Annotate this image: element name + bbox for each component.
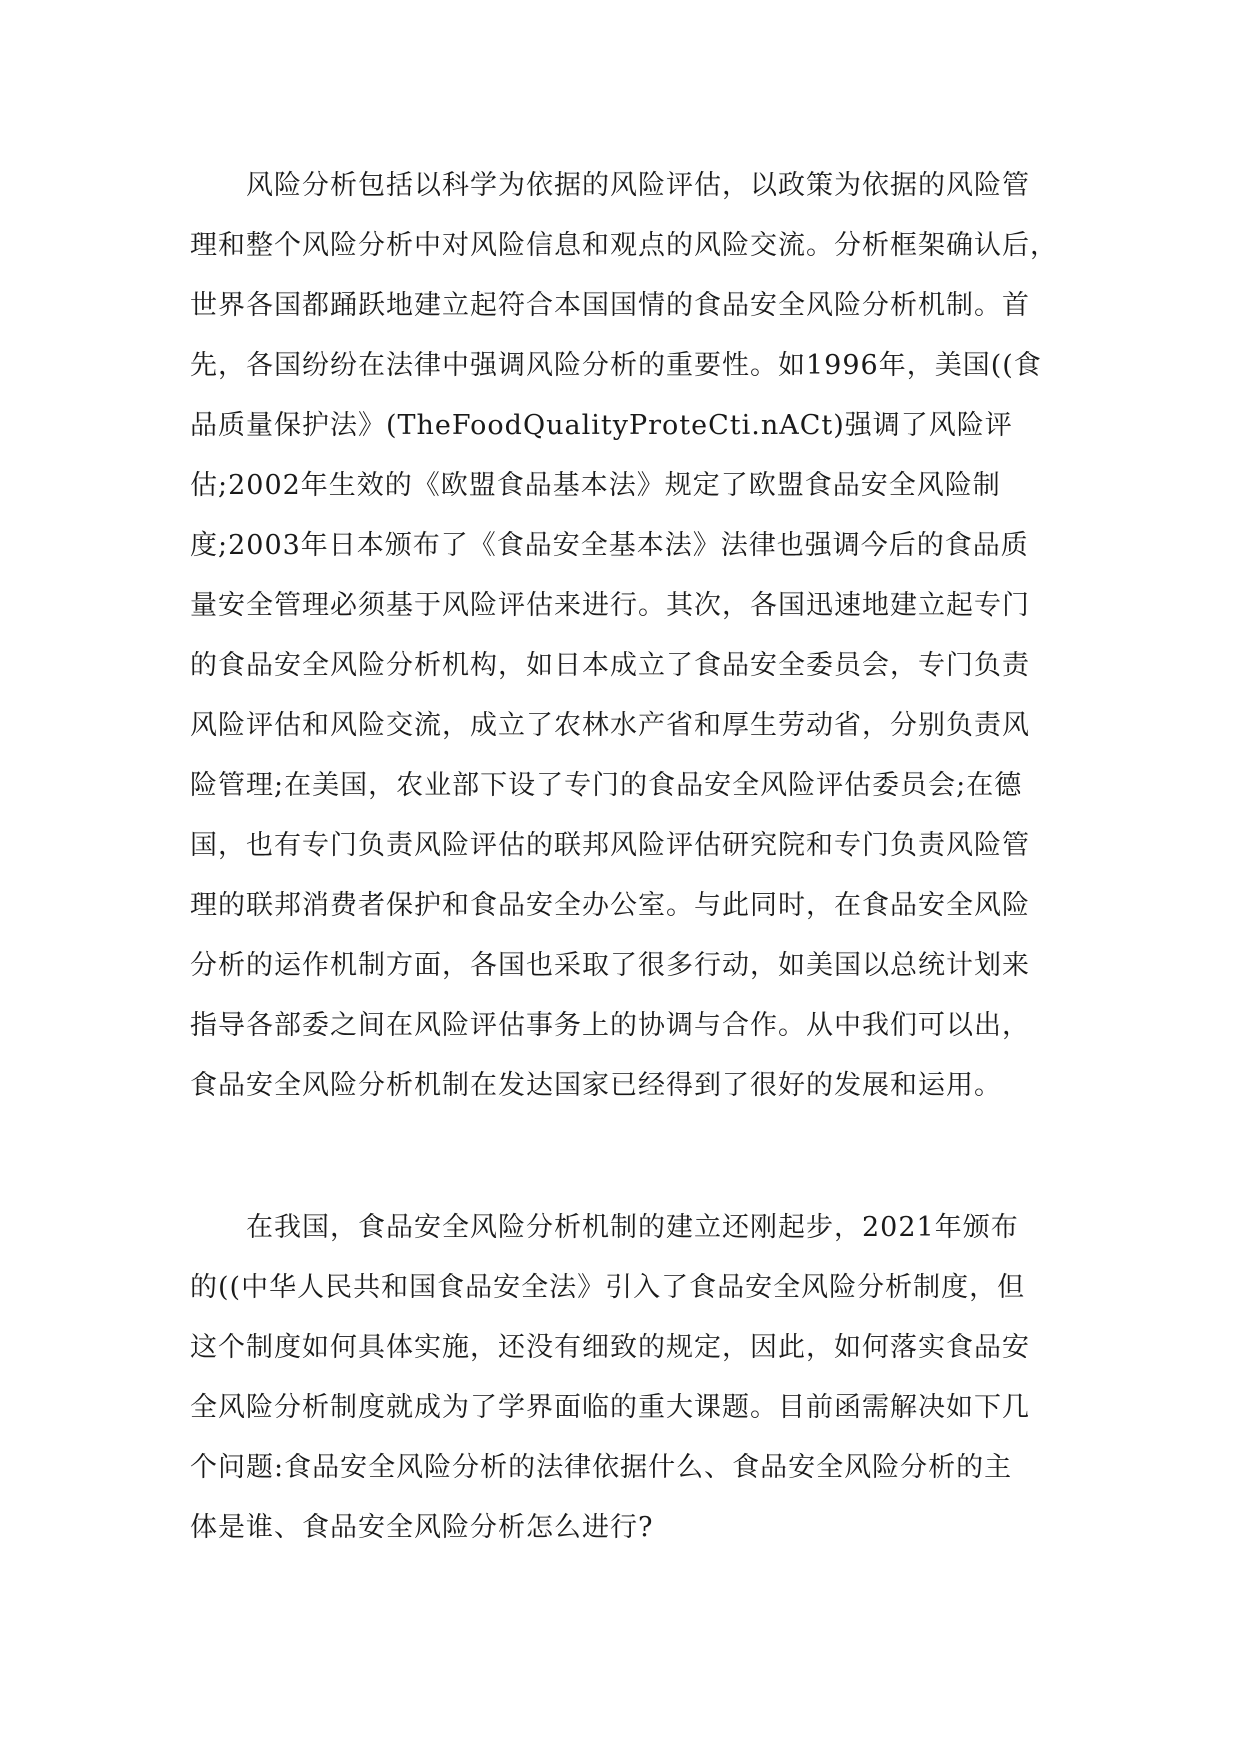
text-line: 理和整个风险分析中对风险信息和观点的风险交流。分析框架确认后， xyxy=(190,230,1058,261)
text-line: 体是谁、食品安全风险分析怎么进行? xyxy=(190,1512,654,1543)
text-line: 指导各部委之间在风险评估事务上的协调与合作。从中我们可以出， xyxy=(190,1010,1030,1041)
text-line: 的食品安全风险分析机构，如日本成立了食品安全委员会，专门负责 xyxy=(190,650,1030,681)
text-line: 在我国，食品安全风险分析机制的建立还刚起步，2021年颁布 xyxy=(246,1212,1019,1243)
text-line: 食品安全风险分析机制在发达国家已经得到了很好的发展和运用。 xyxy=(190,1070,1002,1101)
text-line: 风险分析包括以科学为依据的风险评估，以政策为依据的风险管 xyxy=(246,170,1030,201)
text-line: 理的联邦消费者保护和食品安全办公室。与此同时，在食品安全风险 xyxy=(190,890,1030,921)
text-line: 估;2002年生效的《欧盟食品基本法》规定了欧盟食品安全风险制 xyxy=(190,470,1001,501)
text-line: 世界各国都踊跃地建立起符合本国国情的食品安全风险分析机制。首 xyxy=(190,290,1030,321)
text-line: 险管理;在美国，农业部下设了专门的食品安全风险评估委员会;在德 xyxy=(190,770,1023,801)
paragraph-risk-analysis-overview xyxy=(190,156,1070,1116)
text-line: 全风险分析制度就成为了学界面临的重大课题。目前函需解决如下几 xyxy=(190,1392,1030,1423)
text-line: 风险评估和风险交流，成立了农林水产省和厚生劳动省，分别负责风 xyxy=(190,710,1030,741)
paragraph-china-status xyxy=(190,1198,1070,1558)
text-line: 这个制度如何具体实施，还没有细致的规定，因此，如何落实食品安 xyxy=(190,1332,1030,1363)
text-line: 分析的运作机制方面，各国也采取了很多行动，如美国以总统计划来 xyxy=(190,950,1030,981)
text-line: 度;2003年日本颁布了《食品安全基本法》法律也强调今后的食品质 xyxy=(190,530,1029,561)
text-line: 品质量保护法》(TheFoodQualityProteCti.nACt)强调了风险评 xyxy=(190,410,1013,441)
text-line: 个问题:食品安全风险分析的法律依据什么、食品安全风险分析的主 xyxy=(190,1452,1013,1483)
text-line: 国，也有专门负责风险评估的联邦风险评估研究院和专门负责风险管 xyxy=(190,830,1030,861)
text-line: 的((中华人民共和国食品安全法》引入了食品安全风险分析制度，但 xyxy=(190,1272,1026,1303)
text-line: 先，各国纷纷在法律中强调风险分析的重要性。如1996年，美国((食 xyxy=(190,350,1042,381)
text-line: 量安全管理必须基于风险评估来进行。其次，各国迅速地建立起专门 xyxy=(190,590,1030,621)
